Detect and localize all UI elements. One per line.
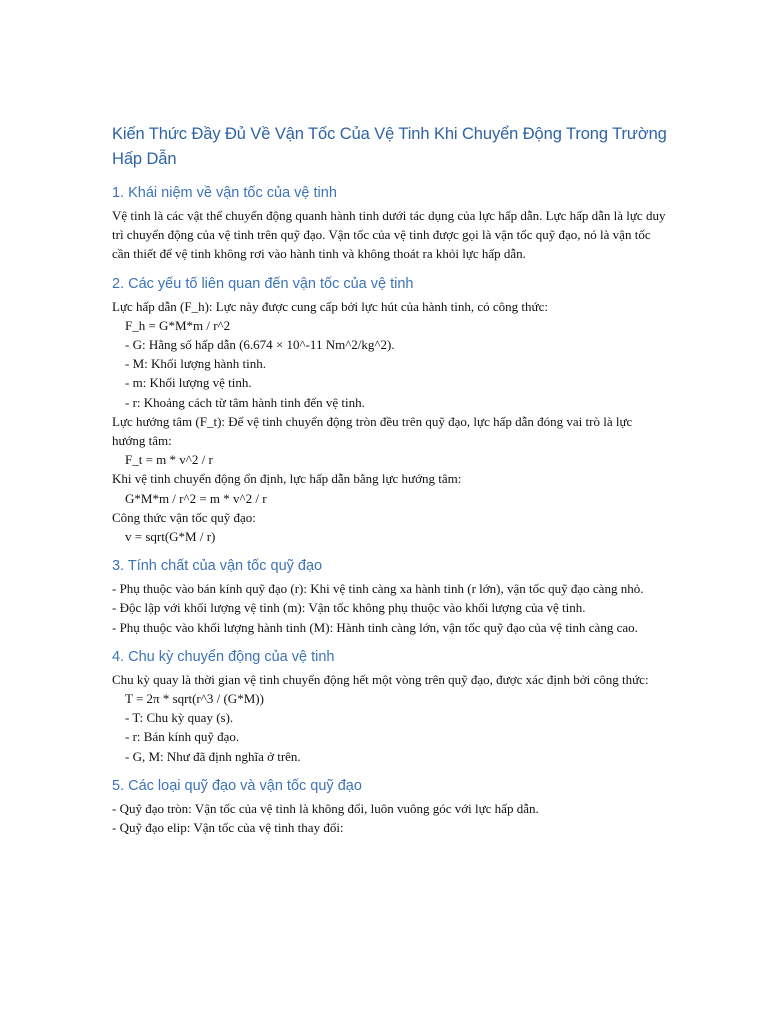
- formula-line: - r: Bán kính quỹ đạo.: [125, 729, 240, 745]
- section-4: [112, 647, 668, 766]
- formula-line: v = sqrt(G*M / r): [125, 529, 216, 545]
- section-3: [112, 556, 668, 637]
- document-title: Kiến Thức Đầy Đủ Về Vận Tốc Của Vệ Tinh Khi Chuyển Động Trong Trường Hấp Dẫn: [112, 125, 667, 168]
- section-heading: 1. Khái niệm về vận tốc của vệ tinh: [112, 185, 337, 201]
- paragraph: Lực hướng tâm (F_t): Để vệ tinh chuyển động tròn đều trên quỹ đạo, lực hấp dẫn đóng vai trò là lực hướng tâm:: [112, 413, 633, 449]
- paragraph: Chu kỳ quay là thời gian vệ tinh chuyển động hết một vòng trên quỹ đạo, được xác định bởi công thức:: [112, 671, 649, 687]
- formula-line: - M: Khối lượng hành tinh.: [125, 356, 267, 372]
- paragraph: Vệ tinh là các vật thể chuyển động quanh hành tinh dưới tác dụng của lực hấp dẫn. Lực hấp dẫn là lực duy trì chuyển động của vệ tinh trên quỹ đạo. Vận tốc của vệ tinh được gọi là vận tốc quỹ đạo, nó là vận tốc cần thiết để vệ tinh không rơi vào hành tinh và không thoát ra khỏi lực hấp dẫn.: [112, 208, 666, 262]
- formula-line: G*M*m / r^2 = m * v^2 / r: [125, 490, 267, 506]
- paragraph: Lực hấp dẫn (F_h): Lực này được cung cấp bởi lực hút của hành tinh, có công thức:: [112, 298, 548, 314]
- paragraph: - Quỹ đạo tròn: Vận tốc của vệ tinh là không đổi, luôn vuông góc với lực hấp dẫn.: [112, 800, 539, 816]
- formula-line: - m: Khối lượng vệ tinh.: [125, 375, 252, 391]
- paragraph: - Phụ thuộc vào bán kính quỹ đạo (r): Khi vệ tinh càng xa hành tinh (r lớn), vận tốc quỹ đạo càng nhỏ.: [112, 581, 644, 597]
- formula-line: - G: Hằng số hấp dẫn (6.674 × 10^-11 Nm^2/kg^2).: [125, 337, 395, 353]
- paragraph: - Phụ thuộc vào khối lượng hành tinh (M): Hành tinh càng lớn, vận tốc quỹ đạo của vệ tinh càng cao.: [112, 619, 638, 635]
- paragraph: Công thức vận tốc quỹ đạo:: [112, 509, 256, 525]
- formula-line: T = 2π * sqrt(r^3 / (G*M)): [125, 691, 264, 707]
- document-body: [112, 183, 668, 837]
- section-1: [112, 183, 668, 264]
- paragraph: - Quỹ đạo elip: Vận tốc của vệ tinh thay đổi:: [112, 820, 344, 836]
- formula-line: - T: Chu kỳ quay (s).: [125, 710, 234, 726]
- section-heading: 4. Chu kỳ chuyển động của vệ tinh: [112, 648, 335, 665]
- section-2: [112, 274, 668, 547]
- paragraph: - Độc lập với khối lượng vệ tinh (m): Vận tốc không phụ thuộc vào khối lượng của vệ tinh.: [112, 600, 586, 616]
- formula-line: - G, M: Như đã định nghĩa ở trên.: [125, 748, 301, 764]
- section-heading: 2. Các yếu tố liên quan đến vận tốc của vệ tinh: [112, 275, 414, 292]
- section-5: [112, 776, 668, 837]
- section-heading: 5. Các loại quỹ đạo và vận tốc quỹ đạo: [112, 777, 362, 794]
- section-heading: 3. Tính chất của vận tốc quỹ đạo: [112, 558, 323, 575]
- formula-line: F_h = G*M*m / r^2: [125, 317, 231, 333]
- formula-line: F_t = m * v^2 / r: [125, 452, 213, 468]
- formula-line: - r: Khoảng cách từ tâm hành tinh đến vệ tinh.: [125, 394, 365, 410]
- paragraph: Khi vệ tinh chuyển động ổn định, lực hấp dẫn bằng lực hướng tâm:: [112, 471, 462, 487]
